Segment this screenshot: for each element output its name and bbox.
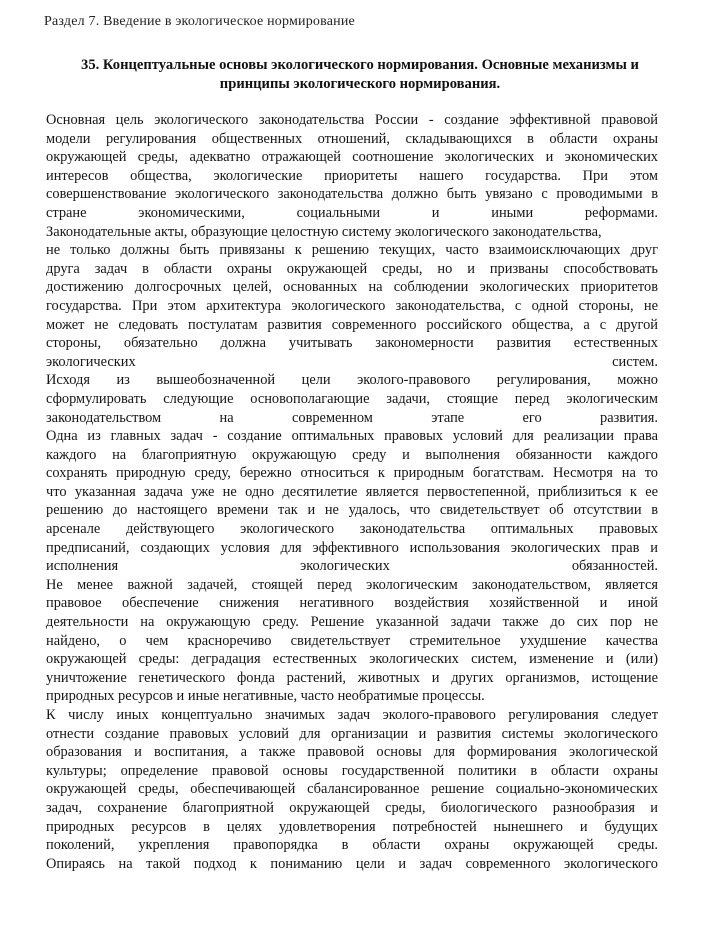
- text-line: не только должны быть привязаны к решению текущих, часто взаимоисключающих друг: [46, 242, 658, 259]
- text-line: образования и воспитания, а также правовой основы для формирования экологической: [46, 744, 658, 761]
- text-line: Законодательные акты, образующие целостную систему экологического законодательства,: [46, 223, 602, 240]
- text-line: решению до настоящего времени так и не удалось, что свидетельствует об отсутствии в: [46, 502, 658, 519]
- running-header-text: Раздел 7. Введение в экологическое нормирование: [44, 14, 355, 29]
- text-line: государства. При этом архитектура экологического законодательства, с одной стороны, не: [46, 297, 658, 314]
- text-line: совершенствование экологического законодательства должно быть увязано с проводимыми в: [46, 186, 658, 203]
- text-line: Исходя из вышеобозначенной цели эколого-правового регулирования, можно: [46, 372, 658, 389]
- text-line: каждого на благоприятную окружающую среду и выполнения обязанности каждого: [46, 446, 658, 463]
- text-line: окружающей среды: деградация естественных экологических систем, изменение и (или): [46, 651, 658, 668]
- section-title-line-2: принципы экологического нормирования.: [219, 76, 501, 92]
- text-line: сформулировать следующие основополагающие задачи, стоящие перед экологическим: [46, 390, 658, 407]
- text-line: Опираясь на такой подход к пониманию цели и задач современного экологического: [46, 855, 658, 872]
- text-line: стороны, обязательно должна учитывать закономерности развития естественных: [46, 335, 658, 352]
- running-header: [44, 14, 355, 30]
- text-line: модели регулирования общественных отношений, складывающихся в области охраны: [46, 130, 658, 147]
- text-line: Основная цель экологического законодательства России - создание эффективной правовой: [46, 112, 658, 128]
- text-line: культуры; определение правовой основы государственной политики в области охраны: [46, 762, 658, 779]
- text-line: Не менее важной задачей, стоящей перед экологическим законодательством, является: [46, 576, 658, 593]
- text-line: законодательством на современном этапе его развития.: [46, 409, 658, 426]
- text-line: природных ресурсов в целях удовлетворения потребностей нынешнего и будущих: [46, 818, 658, 835]
- text-line: предписаний, создающих условия для эффективного использования экологических прав и: [46, 539, 658, 556]
- text-line: отнести создание правовых условий для организации и развития системы экологического: [46, 725, 658, 742]
- text-line: может не следовать постулатам развития современного российского общества, а с другой: [46, 316, 658, 333]
- text-line: поколений, укрепления правопорядка в области охраны окружающей среды.: [46, 837, 658, 854]
- text-line: экологических систем.: [46, 353, 658, 370]
- text-line: что указанная задача уже не одно десятилетие является первостепенной, приблизиться к ее: [46, 483, 658, 500]
- text-line: исполнения экологических обязанностей.: [46, 558, 658, 575]
- text-line: правовое обеспечение снижения негативного воздействия хозяйственной и иной: [46, 595, 658, 612]
- text-line: друга задач в области охраны окружающей среды, но и призваны способствовать: [46, 260, 658, 277]
- text-line: задач, сохранение благоприятной окружающей среды, биологического разнообразия и: [46, 799, 658, 816]
- text-line: К числу иных концептуально значимых задач эколого-правового регулирования следует: [46, 707, 658, 723]
- body-text: [46, 111, 658, 873]
- text-line: уничтожение генетического фонда растений, животных и других организмов, истощение: [46, 669, 658, 686]
- text-line: окружающей среды, адекватно отражающей соотношение экологических и экономических: [46, 149, 658, 166]
- section-title-line-1: 35. Концептуальные основы экологического нормирования. Основные механизмы и: [81, 57, 639, 73]
- text-line: интересов общества, экологические приоритеты нашего государства. При этом: [46, 167, 658, 184]
- text-line: Одна из главных задач - создание оптимальных правовых условий для реализации права: [46, 428, 658, 445]
- text-line: сохранять природную среду, бережно относиться к природным богатствам. Несмотря на то: [46, 465, 658, 482]
- text-line: найдено, о чем красноречиво свидетельствует стремительное ухудшение качества: [46, 632, 658, 649]
- text-line: природных ресурсов и иные негативные, часто необратимые процессы.: [46, 688, 485, 705]
- text-line: достижению долгосрочных целей, основанных на соблюдении экологических приоритетов: [46, 279, 658, 296]
- text-line: арсенале действующего экологического законодательства оптимальных правовых: [46, 521, 658, 538]
- section-title: [40, 56, 680, 94]
- text-line: окружающей среды, обеспечивающей сбалансированное решение социально-экономических: [46, 781, 658, 798]
- text-line: деятельности на окружающую среду. Решение указанной задачи также до сих пор не: [46, 614, 658, 631]
- text-line: стране экономическими, социальными и иными реформами.: [46, 204, 658, 221]
